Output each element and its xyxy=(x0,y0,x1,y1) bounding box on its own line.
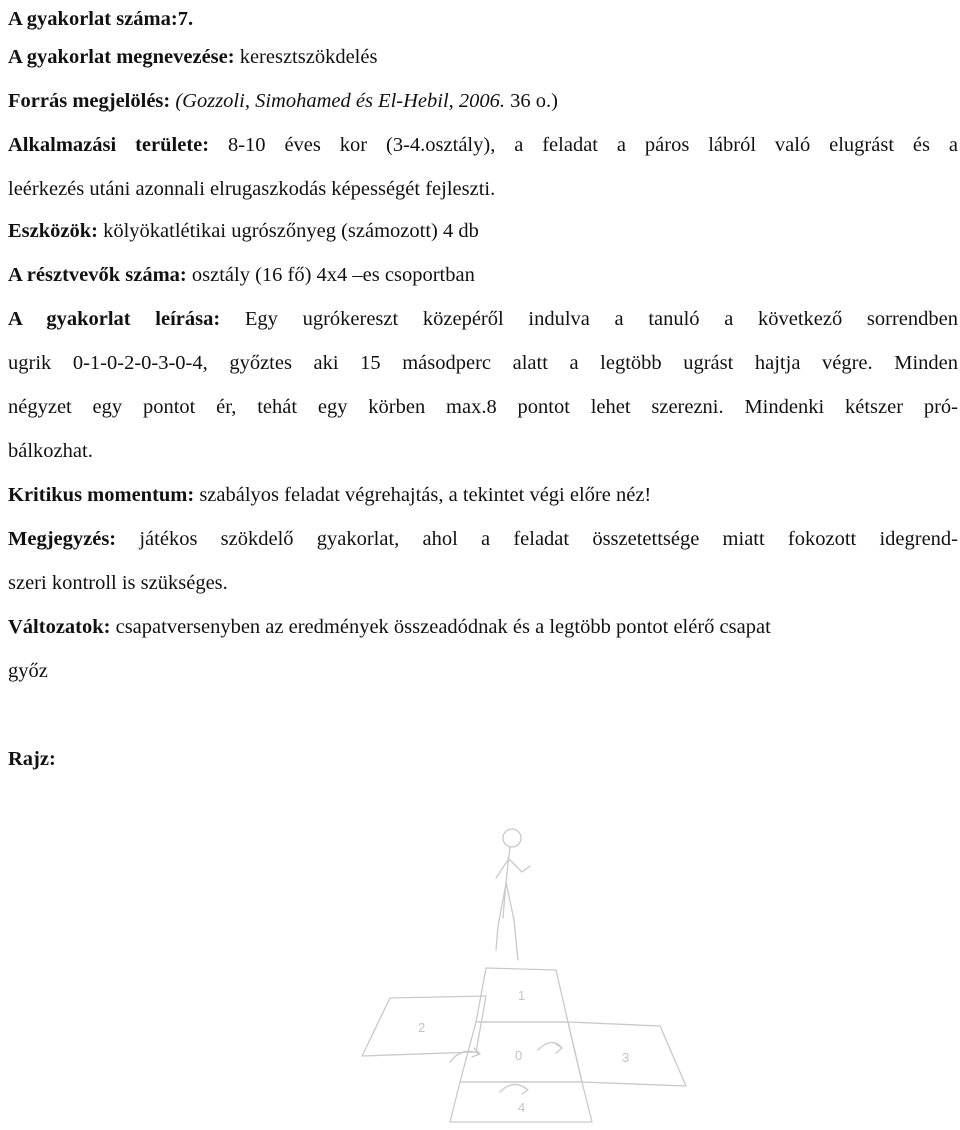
note-text-1: játékos szökdelő gyakorlat, ahol a feladat összetettsége miatt fokozott idegrend- xyxy=(116,528,958,550)
exercise-number-label: A gyakorlat száma: xyxy=(8,8,178,30)
source-label: Forrás megjelölés: xyxy=(8,90,171,112)
variants-line-1 xyxy=(8,614,771,640)
source-line xyxy=(8,88,558,114)
application-text-1: 8-10 éves kor (3-4.osztály), a feladat a páros lábról való elugrást és a xyxy=(209,134,959,156)
exercise-number xyxy=(8,6,193,32)
source-citation: (Gozzoli, Simohamed és El-Hebil, 2006. xyxy=(170,90,506,112)
variants-text-1: csapatversenyben az eredmények összeadódnak és a legtöbb pontot elérő csapat xyxy=(110,616,771,638)
jump-cross-sketch xyxy=(300,800,720,1125)
application-label: Alkalmazási területe: xyxy=(8,134,210,156)
description-text-1: Egy ugrókereszt közepéről indulva a tanuló a következő sorrendben xyxy=(220,308,959,330)
tools-value: kölyökatlétikai ugrószőnyeg (számozott) 4 db xyxy=(97,220,479,242)
exercise-name xyxy=(8,44,377,70)
exercise-number-value: 7. xyxy=(177,8,194,30)
note-line-2 xyxy=(8,570,228,596)
description-label: A gyakorlat leírása: xyxy=(8,308,221,330)
description-text-4: bálkozhat. xyxy=(8,440,93,462)
square-number-3: 3 xyxy=(622,1050,630,1065)
variants-line-2 xyxy=(8,658,48,684)
participants-line xyxy=(8,262,475,288)
description-text-3: négyzet egy pontot ér, tehát egy körben max.8 pontot lehet szerezni. Mindenki kétszer pró- xyxy=(8,396,958,418)
note-label: Megjegyzés: xyxy=(8,528,117,550)
exercise-name-value: keresztszökdelés xyxy=(234,46,378,68)
tools-line xyxy=(8,218,479,244)
description-line-4 xyxy=(8,438,93,464)
source-page: 36 o.) xyxy=(505,90,558,112)
drawing-heading xyxy=(8,746,56,772)
critical-line xyxy=(8,482,651,508)
child-figure xyxy=(496,829,530,960)
note-text-2: szeri kontroll is szükséges. xyxy=(8,572,228,594)
application-line-1 xyxy=(8,132,958,158)
drawing-label: Rajz: xyxy=(8,748,56,770)
variants-text-2: győz xyxy=(8,660,48,682)
participants-value: osztály (16 fő) 4x4 –es csoportban xyxy=(186,264,475,286)
application-line-2 xyxy=(8,176,495,202)
note-line-1 xyxy=(8,526,958,552)
exercise-name-label: A gyakorlat megnevezése: xyxy=(8,46,235,68)
description-text-2: ugrik 0-1-0-2-0-3-0-4, győztes aki 15 másodperc alatt a legtöbb ugrást hajtja végre. Minden xyxy=(8,352,958,374)
description-line-3 xyxy=(8,394,958,420)
jump-arrows xyxy=(450,1042,562,1094)
square-number-2: 2 xyxy=(418,1020,426,1035)
square-number-0: 0 xyxy=(515,1048,523,1063)
square-number-4: 4 xyxy=(518,1100,526,1115)
variants-label: Változatok: xyxy=(8,616,111,638)
application-text-2: leérkezés utáni azonnali elrugaszkodás képességét fejleszti. xyxy=(8,178,496,200)
description-line-2 xyxy=(8,350,958,376)
participants-label: A résztvevők száma: xyxy=(8,264,187,286)
square-number-1: 1 xyxy=(518,988,526,1003)
tools-label: Eszközök: xyxy=(8,220,98,242)
critical-value: szabályos feladat végrehajtás, a tekintet végi előre néz! xyxy=(194,484,652,506)
critical-label: Kritikus momentum: xyxy=(8,484,195,506)
description-line-1 xyxy=(8,306,958,332)
